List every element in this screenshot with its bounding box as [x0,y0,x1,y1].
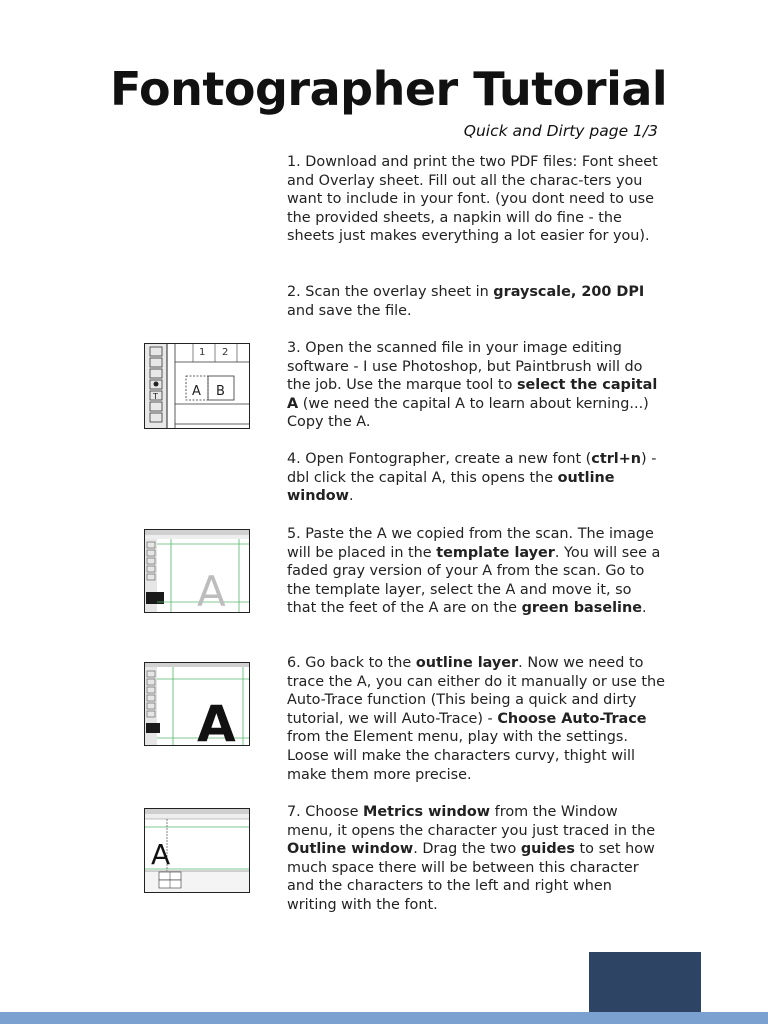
step-text: . Drag the two [413,841,521,858]
step-text: 6. Go back to the [287,655,416,671]
step-text: . You will see a faded gray version of your A from the scan. Go to the template layer, select the A and move it, so that the feet of the A are on the [287,544,661,617]
template-letter-a: A [197,567,226,612]
step-text: from the Element menu, play with the settings. Loose will make the characters curvy, thight will make them more precise. [287,729,636,783]
svg-text:T: T [153,392,158,401]
decorative-bottom-bar [0,1012,768,1024]
scan-screenshot-image [145,344,249,428]
step-text: to set how much space there will be between this character and the characters to the left and right when writing with the font. [287,841,655,913]
scan-letter-a: A [192,384,201,399]
step-emphasis: select the capital A [287,377,658,412]
step-text: from the Window menu, it opens the character you just traced in the [287,804,656,839]
step-4 [287,450,665,506]
outline-letter-a: A [197,695,236,745]
step-text: 5. Paste the A we copied from the scan. The image will be placed in the [287,526,654,561]
step-1 [287,153,665,246]
outline-layer-image [145,663,249,745]
outline-layer-thumbnail [144,662,250,746]
step-emphasis: ctrl+n [591,451,642,467]
scan-digit-1: 1 [199,347,206,358]
step-emphasis: template layer [436,544,555,561]
step-text: and save the file. [287,302,412,319]
metrics-letter-a: A [151,838,171,871]
scan-digit-2: 2 [222,347,229,358]
step-text: 4. Open Fontographer, create a new font ( [287,451,592,467]
step-emphasis: Outline window [287,841,414,858]
scan-letter-b: B [216,384,225,399]
step-emphasis: grayscale, 200 DPI [493,284,645,300]
step-emphasis: guides [520,841,575,858]
step-emphasis: outline window [287,469,615,505]
page-title: Fontographer Tutorial [110,62,668,116]
step-text: ) - dbl click the capital A, this opens the [287,451,657,486]
step-text: 2. Scan the overlay sheet in [287,284,494,300]
step-text: 1. Download and print the two PDF files: Font sheet and Overlay sheet. Fill out all the charac-ters you want to include in your font. (you dont need to use the provided sheets, a napkin will do fine - the sheets just makes everything a lot easier for you). [287,154,658,245]
step-emphasis: green baseline [521,600,642,617]
step-text: 7. Choose [287,804,364,820]
step-text: . Now we need to trace the A, you can either do it manually or use the Auto-Trace function (This being a quick and dirty tutorial, we will Auto-Trace) - [287,655,665,727]
step-text: . [348,488,354,505]
step-7 [287,803,665,915]
step-text: . [641,600,647,617]
template-layer-thumbnail [144,529,250,613]
page-subtitle: Quick and Dirty page 1/3 [463,122,658,140]
template-layer-image [145,530,249,612]
step-6 [287,654,665,784]
metrics-window-thumbnail [144,808,250,893]
step-emphasis: Choose Auto-Trace [497,710,647,727]
step-5 [287,525,665,618]
scan-screenshot-thumbnail [144,343,250,429]
step-2 [287,283,665,320]
step-text: 3. Open the scanned file in your image editing software - I use Photoshop, but Paintbrush will do the job. Use the marque tool to [287,340,643,394]
step-3 [287,339,665,432]
step-emphasis: Metrics window [363,804,491,820]
step-emphasis: outline layer [415,655,519,671]
step-text: (we need the capital A to learn about kerning...) Copy the A. [287,395,649,431]
metrics-window-image [145,809,249,892]
